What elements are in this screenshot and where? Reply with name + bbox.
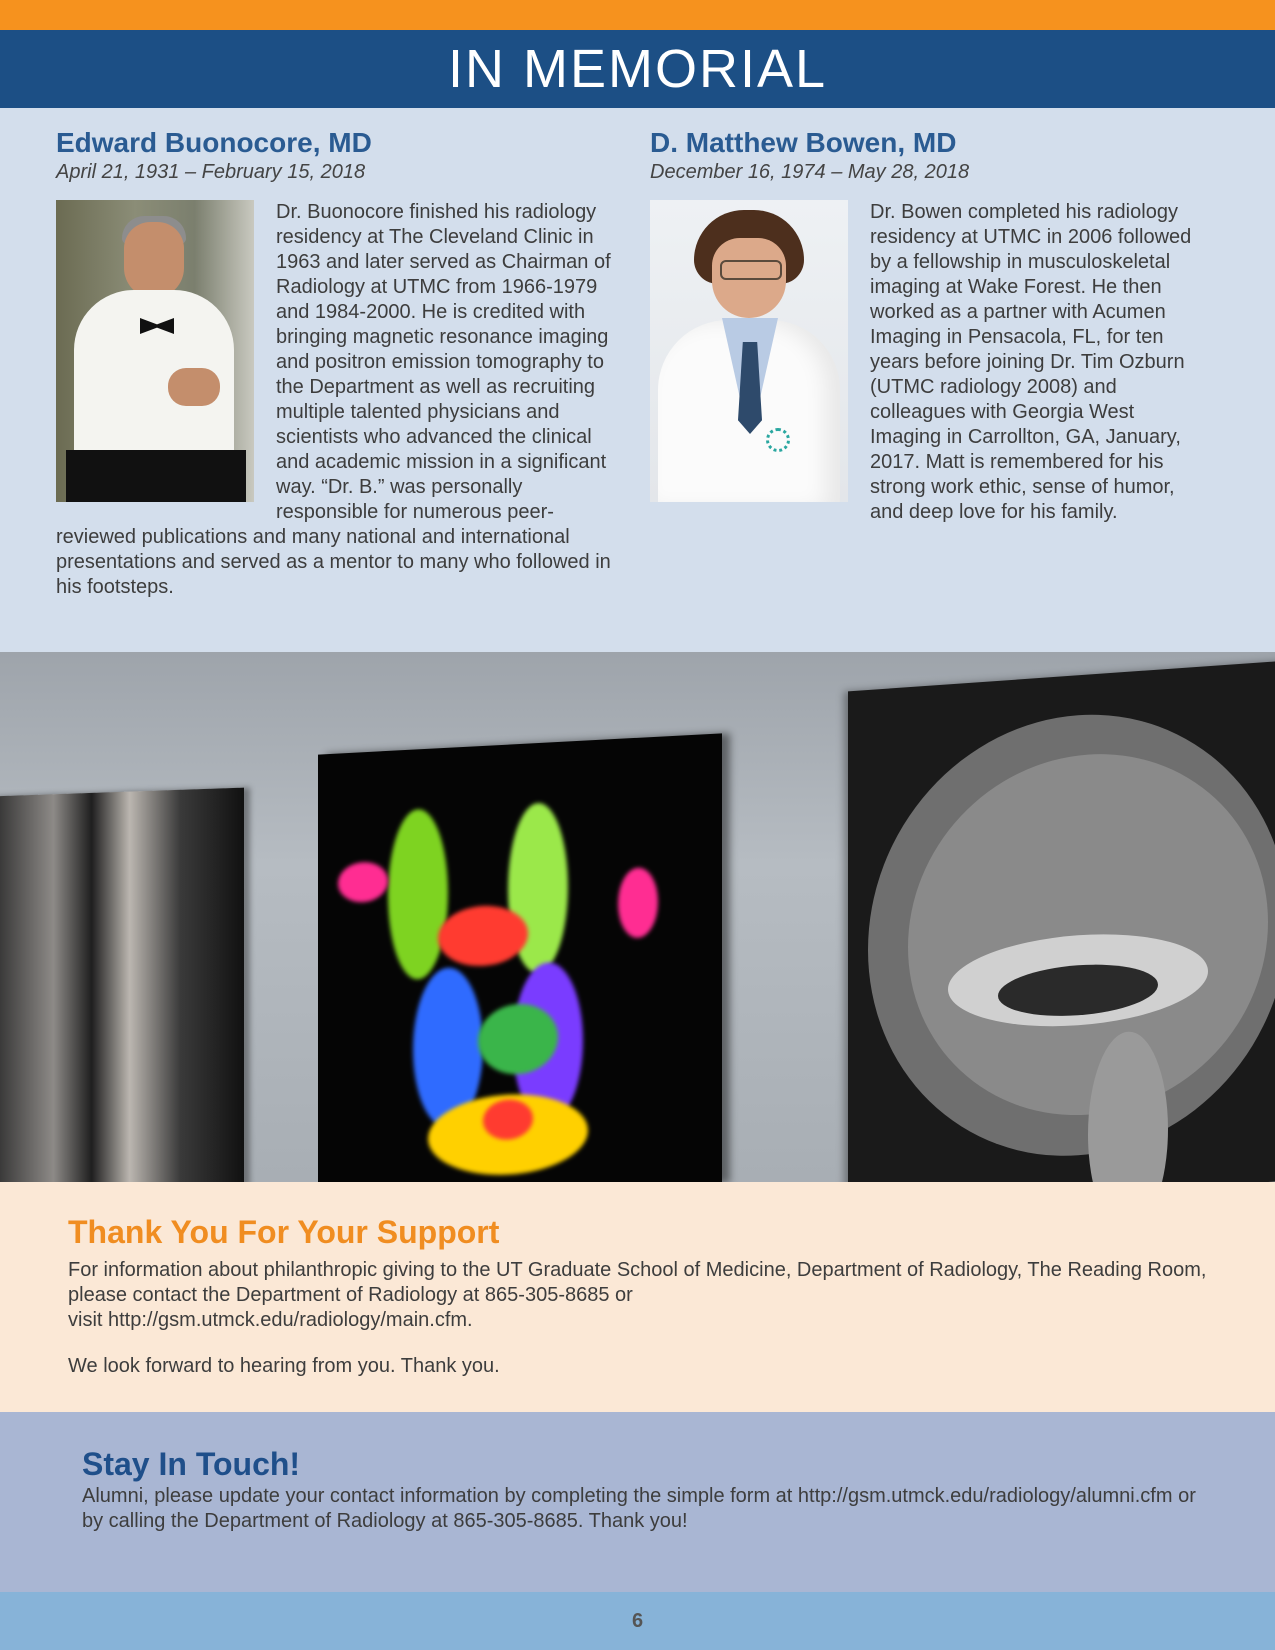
memorial-bio: Dr. Buonocore finished his radiology residency at The Cleveland Clinic in 1963 and later served as Chairman of Radiology at UTMC from 1966-1979 and 1984-2000. He is credited with bringing magnetic resonance imaging and positron emission tomography to the Department as well as recruiting multiple talented physicians and scientists who advanced the clinical and academic mission in a significant way. “Dr. B.” was personally responsible for numerous peer-reviewed publications and many national and international presentations and served as a mentor to many who followed in his footsteps. — [56, 201, 611, 598]
memorial-dates: December 16, 1974 – May 28, 2018 — [650, 161, 970, 183]
memorial-section — [0, 108, 1275, 652]
radiology-artwork-photo — [0, 652, 1275, 1182]
dti-tractography-panel — [318, 733, 722, 1182]
page-footer — [0, 1592, 1275, 1650]
support-thanks: We look forward to hearing from you. Thank you. — [68, 1355, 500, 1377]
top-accent-bar — [0, 0, 1275, 30]
spine-mri-panel — [0, 788, 244, 1182]
brain-mri-panel — [848, 661, 1275, 1182]
portrait-photo-bowen — [650, 200, 848, 502]
support-info-text: For information about philanthropic giving to the UT Graduate School of Medicine, Department of Radiology, The Reading Room, please contact the Department of Radiology at 865-305-8685 or — [68, 1259, 1207, 1306]
memorial-entry-bowen — [650, 126, 1205, 525]
memorial-entry-buonocore — [56, 126, 622, 600]
stay-in-touch-title: Stay In Touch! — [82, 1446, 301, 1482]
memorial-bio: Dr. Bowen completed his radiology residency at UTMC in 2006 followed by a fellowship in musculoskeletal imaging at Wake Forest. He then worked as a partner with Acumen Imaging in Pensacola, FL, for ten years before joining Dr. Tim Ozburn (UTMC radiology 2008) and colleagues with Georgia West Imaging in Carrollton, GA, January, 2017. Matt is remembered for his strong work ethic, sense of humor, and deep love for his family. — [870, 201, 1192, 523]
stay-in-touch-section — [0, 1412, 1275, 1592]
support-info — [68, 1258, 1218, 1333]
memorial-dates: April 21, 1931 – February 15, 2018 — [56, 161, 366, 183]
portrait-photo-buonocore — [56, 200, 254, 502]
support-title: Thank You For Your Support — [68, 1214, 500, 1250]
memorial-name: Edward Buonocore, MD — [56, 127, 372, 158]
page-number: 6 — [631, 1610, 644, 1632]
support-section — [0, 1182, 1275, 1412]
memorial-name: D. Matthew Bowen, MD — [650, 127, 957, 158]
page-title: IN MEMORIAL — [0, 30, 1275, 108]
stay-in-touch-info: Alumni, please update your contact information by completing the simple form at http://gsm.utmck.edu/radiology/alumni.cfm or by calling the Department of Radiology at 865-305-8685. Thank you! — [82, 1485, 1196, 1532]
support-link[interactable]: visit http://gsm.utmck.edu/radiology/main.cfm. — [68, 1309, 473, 1331]
